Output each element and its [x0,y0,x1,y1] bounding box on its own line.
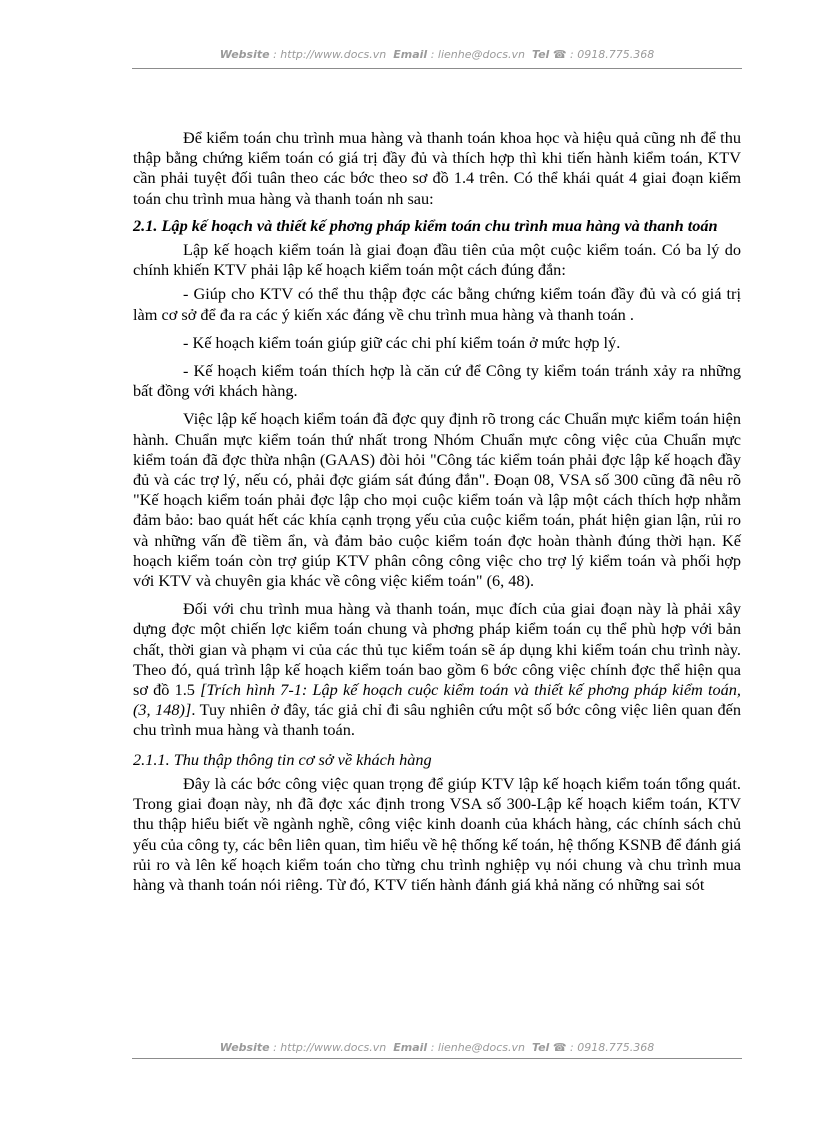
paragraph-text-end: . Tuy nhiên ở đây, tác giả chỉ đi sâu nghiên cứu một số bớc công việc liên quan đến chu trình mua hàng và thanh toán. [133,700,742,740]
website-label: Website [219,48,270,61]
footer-divider [132,1058,742,1059]
paragraph-client-info: Đây là các bớc công việc quan trọng để giúp KTV lập kế hoạch kiểm toán tổng quát. Trong giai đoạn này, nh đã đợc xác định trong VSA số 300-Lập kế hoạch kiểm toán, KTV thu thập hiểu biết về ngành nghề, công việc kinh doanh của khách hàng, các chính sách chủ yếu của công ty, các bên liên quan, tìm hiểu về hệ thống kế toán, hệ thống KSNB để đánh giá rủi ro và lên kế hoạch kiểm toán cho từng chu trình nghiệp vụ nói chung và chu trình mua hàng và thanh toán nói riêng. Từ đó, KTV tiến hành đánh giá khả năng có những sai sót [133,773,741,894]
email-value[interactable]: : lienhe@docs.vn [430,1041,525,1054]
tel-label: Tel [531,1041,550,1054]
tel-value: ☎ : 0918.775.368 [552,48,655,61]
paragraph-text-start: Đối với chu trình mua hàng và thanh toán, mục đích của giai đoạn này là phải xây dựng đợc một chiến lợc kiểm toán chung và phơng pháp kiểm toán cụ thể phù hợp với bản chất, thời gian và phạm vi của các thủ tục kiểm toán sẽ áp dụng khi kiểm toán chu trình này. Theo đó, quá trình lập kế hoạch kiểm toán bao gồm 6 bớc công việc chính đợc thể hiện qua sơ đồ 1.5 [133,599,741,700]
subsection-heading-2-1-1: 2.1.1. Thu thập thông tin cơ sở về khách hàng [133,749,432,769]
page-footer [132,1041,742,1054]
paragraph-standards: Việc lập kế hoạch kiểm toán đã đợc quy định rõ trong các Chuẩn mực kiểm toán hiện hành. Chuẩn mực kiểm toán thứ nhất trong Nhóm Chuẩn mực công việc của Chuẩn mực kiểm toán đã đợc thừa nhận (GAAS) đòi hỏi "Công tác kiểm toán phải đợc lập kế hoạch đầy đủ và các trợ lý, nếu có, phải đợc giám sát đúng đắn". Đoạn 08, VSA số 300 cũng đã nêu rõ "Kế hoạch kiểm toán phải đợc lập cho mọi cuộc kiểm toán và lập một cách thích hợp nhằm đảm bảo: bao quát hết các khía cạnh trọng yếu của cuộc kiểm toán, phát hiện gian lận, rủi ro và những vấn đề tiềm ẩn, và đảm bảo cuộc kiểm toán đợc hoàn thành đúng thời hạn. Kế hoạch kiểm toán còn trợ giúp KTV phân công công việc cho trợ lý kiểm toán và phối hợp với KTV và chuyên gia khác về công việc kiểm toán" (6, 48). [133,409,741,591]
citation: [Trích hình 7-1: Lập kế hoạch cuộc kiểm toán và thiết kế phơng pháp kiểm toán, (3, 148)] [133,680,742,720]
document-body [133,128,741,895]
paragraph-purchase-cycle [133,599,741,740]
website-value[interactable]: : http://www.docs.vn [273,48,387,61]
header-divider [132,68,742,69]
email-value[interactable]: : lienhe@docs.vn [430,48,525,61]
paragraph-reason-1: - Giúp cho KTV có thể thu thập đợc các bằng chứng kiểm toán đầy đủ và có giá trị làm cơ sở để đa ra các ý kiến xác đáng về chu trình mua hàng và thanh toán . [133,284,741,324]
paragraph-reason-3: - Kế hoạch kiểm toán thích hợp là căn cứ để Công ty kiểm toán tránh xảy ra những bất đồng với khách hàng. [133,361,741,401]
tel-value: ☎ : 0918.775.368 [552,1041,655,1054]
paragraph-intro: Để kiểm toán chu trình mua hàng và thanh toán khoa học và hiệu quả cũng nh để thu thập bằng chứng kiểm toán có giá trị đầy đủ và thích hợp thì khi tiến hành kiểm toán, KTV cần phải tuyệt đối tuân theo các bớc theo sơ đồ 1.4 trên. Có thể khái quát 4 giai đoạn kiểm toán chu trình mua hàng và thanh toán nh sau: [133,128,741,208]
section-heading-2-1: 2.1. Lập kế hoạch và thiết kế phơng pháp kiểm toán chu trình mua hàng và thanh toán [133,215,718,235]
email-label: Email [393,1041,428,1054]
paragraph-reason-2: - Kế hoạch kiểm toán giúp giữ các chi phí kiểm toán ở mức hợp lý. [183,332,621,352]
website-label: Website [219,1041,270,1054]
paragraph-planning: Lập kế hoạch kiểm toán là giai đoạn đầu tiên của một cuộc kiểm toán. Có ba lý do chính khiến KTV phải lập kế hoạch kiểm toán một cách đúng đắn: [133,240,741,280]
tel-label: Tel [531,48,550,61]
page-header [132,48,742,61]
email-label: Email [393,48,428,61]
website-value[interactable]: : http://www.docs.vn [273,1041,387,1054]
